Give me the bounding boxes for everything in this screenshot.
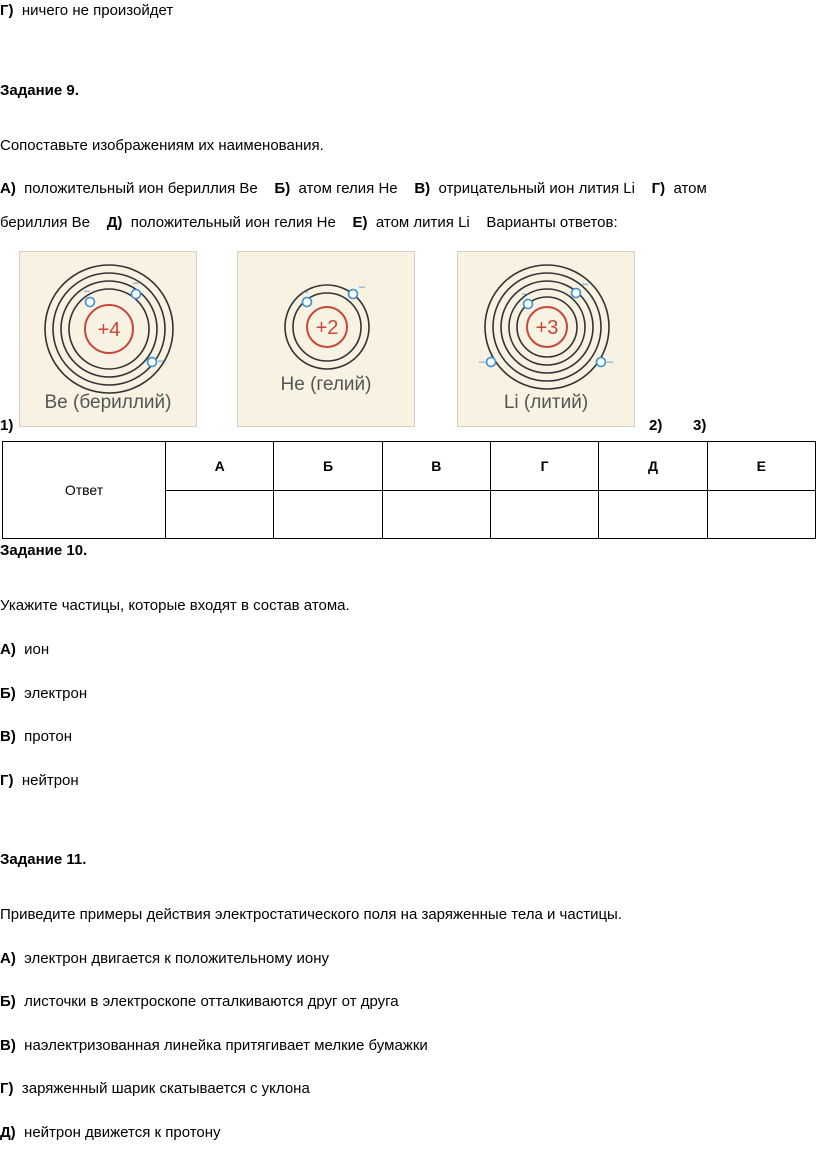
answer-table	[2, 441, 816, 539]
electron-icon	[86, 298, 95, 307]
electron-icon	[597, 358, 606, 367]
task11-option-b: Б) листочки в электроскопе отталкиваются друг от друга	[0, 993, 399, 1010]
option-text: атом гелия He	[298, 180, 398, 197]
variants-label: Варианты ответов:	[486, 214, 618, 231]
svg-text:–: –	[84, 285, 91, 297]
task10-option-a: А) ион	[0, 641, 50, 658]
electron-icon	[132, 290, 141, 299]
svg-text:–: –	[158, 355, 165, 367]
figure-number-1: 1)	[0, 417, 14, 434]
task11-option-e: Д) нейтрон движется к протону	[0, 1124, 221, 1141]
task9-title: Задание 9.	[0, 82, 79, 99]
option-text: отрицательный ион лития Li	[438, 180, 635, 197]
column-header: Г	[490, 442, 598, 491]
electron-icon	[524, 300, 533, 309]
column-header: Б	[274, 442, 382, 491]
figure-lithium	[457, 251, 635, 427]
electron-icon	[303, 298, 312, 307]
prev-option-g: Г) ничего не произойдет	[0, 2, 174, 19]
figure-label: Be (бериллий)	[44, 392, 172, 413]
figure-number-2: 2)	[649, 417, 663, 434]
nucleus-charge: +2	[315, 317, 339, 339]
answer-cell[interactable]	[707, 491, 815, 539]
nucleus-charge: +4	[97, 319, 121, 341]
figure-label: He (гелий)	[280, 374, 372, 395]
electron-icon	[572, 289, 581, 298]
atom-diagram-he	[238, 252, 416, 428]
answer-cell[interactable]	[599, 491, 707, 539]
figure-helium	[237, 251, 415, 427]
task10-title: Задание 10.	[0, 542, 88, 559]
option-text: атом лития Li	[375, 214, 470, 231]
task11-question: Приведите примеры действия электростатического поля на заряженные тела и частицы.	[0, 906, 623, 923]
svg-text:–: –	[607, 356, 614, 368]
answer-row-label: Ответ	[3, 442, 166, 539]
svg-text:–: –	[522, 288, 529, 300]
task9-question: Сопоставьте изображениям их наименования.	[0, 137, 324, 154]
task9-options-line2: бериллия Be Д) положительный ион гелия He Е) атом лития Li Варианты ответов:	[0, 214, 618, 231]
task9-options-line1: А) положительный ион бериллия Be Б) атом гелия He В) отрицательный ион лития Li Г) атом	[0, 180, 707, 197]
svg-text:–: –	[133, 277, 140, 289]
column-header: А	[166, 442, 274, 491]
task10-option-c: В) протон	[0, 728, 72, 745]
task11-title: Задание 11.	[0, 851, 87, 868]
electron-icon	[349, 290, 358, 299]
figure-beryllium	[19, 251, 197, 427]
answer-cell[interactable]	[490, 491, 598, 539]
option-text: бериллия Be	[0, 214, 91, 231]
nucleus-charge: +3	[535, 317, 559, 339]
svg-text:–: –	[302, 286, 309, 298]
task11-option-a: А) электрон двигается к положительному иону	[0, 950, 330, 967]
option-text: положительный ион гелия He	[130, 214, 336, 231]
column-header: В	[382, 442, 490, 491]
column-header: Д	[599, 442, 707, 491]
electron-icon	[487, 358, 496, 367]
column-header: Е	[707, 442, 815, 491]
task10-question: Укажите частицы, которые входят в состав атома.	[0, 597, 350, 614]
task11-option-c: В) наэлектризованная линейка притягивает мелкие бумажки	[0, 1037, 428, 1054]
answer-cell[interactable]	[274, 491, 382, 539]
task10-option-b: Б) электрон	[0, 685, 88, 702]
option-text: атом	[673, 180, 707, 197]
svg-text:–: –	[479, 356, 486, 368]
task11-option-d: Г) заряженный шарик скатывается с уклона	[0, 1080, 310, 1097]
svg-text:–: –	[359, 281, 366, 293]
answer-cell[interactable]	[382, 491, 490, 539]
figure-label: Li (литий)	[503, 392, 589, 413]
task10-option-d: Г) нейтрон	[0, 772, 79, 789]
option-text: положительный ион бериллия Be	[24, 180, 258, 197]
svg-text:–: –	[582, 278, 589, 290]
electron-icon	[148, 358, 157, 367]
answer-cell[interactable]	[166, 491, 274, 539]
figure-number-3: 3)	[693, 417, 707, 434]
